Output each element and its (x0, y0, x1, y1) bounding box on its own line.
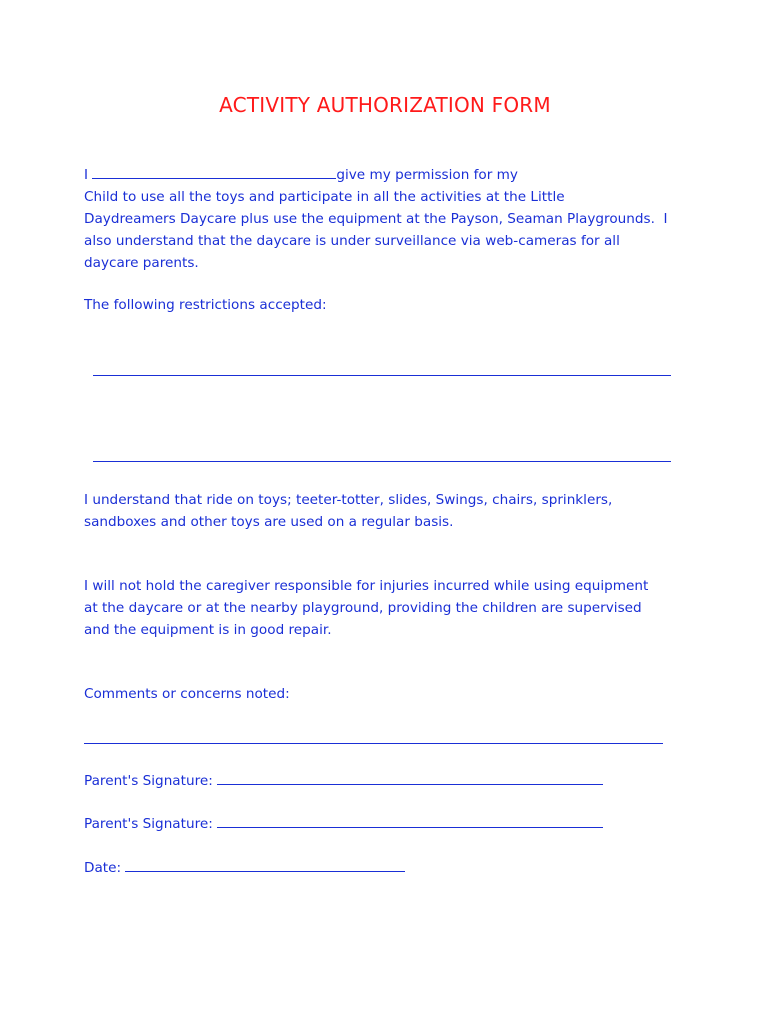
restrictions-label: The following restrictions accepted: (84, 297, 327, 313)
intro-line-3: Daydreamers Daycare plus use the equipment at the Payson, Seaman Playgrounds. I (84, 211, 668, 227)
signature-row-2 (84, 813, 603, 835)
intro-line-1-tail: give my permission for my (336, 167, 518, 183)
signature-row-1 (84, 770, 603, 792)
signature-2-blank[interactable] (217, 813, 603, 828)
intro-line-2: Child to use all the toys and participate in all the activities at the Little (84, 189, 565, 205)
parent-name-blank[interactable] (92, 164, 336, 179)
intro-line-4: also understand that the daycare is under surveillance via web-cameras for all (84, 233, 620, 249)
comments-blank[interactable] (84, 743, 663, 744)
toys-line-1: I understand that ride on toys; teeter-totter, slides, Swings, chairs, sprinklers, (84, 492, 613, 508)
comments-label: Comments or concerns noted: (84, 686, 290, 702)
intro-line-1 (84, 164, 518, 186)
page-title: ACTIVITY AUTHORIZATION FORM (219, 93, 551, 117)
restrictions-blank-1[interactable] (93, 375, 671, 376)
signature-2-label: Parent's Signature: (84, 816, 213, 832)
liability-line-2: at the daycare or at the nearby playground, providing the children are supervised (84, 600, 642, 616)
restrictions-blank-2[interactable] (93, 461, 671, 462)
date-label: Date: (84, 860, 122, 876)
toys-line-2: sandboxes and other toys are used on a regular basis. (84, 514, 454, 530)
signature-1-blank[interactable] (217, 770, 603, 785)
signature-1-label: Parent's Signature: (84, 773, 213, 789)
date-row (84, 857, 405, 879)
date-blank[interactable] (125, 857, 405, 872)
liability-line-3: and the equipment is in good repair. (84, 622, 332, 638)
liability-line-1: I will not hold the caregiver responsible for injuries incurred while using equipment (84, 578, 649, 594)
intro-line-5: daycare parents. (84, 255, 199, 271)
intro-pronoun: I (84, 167, 89, 183)
